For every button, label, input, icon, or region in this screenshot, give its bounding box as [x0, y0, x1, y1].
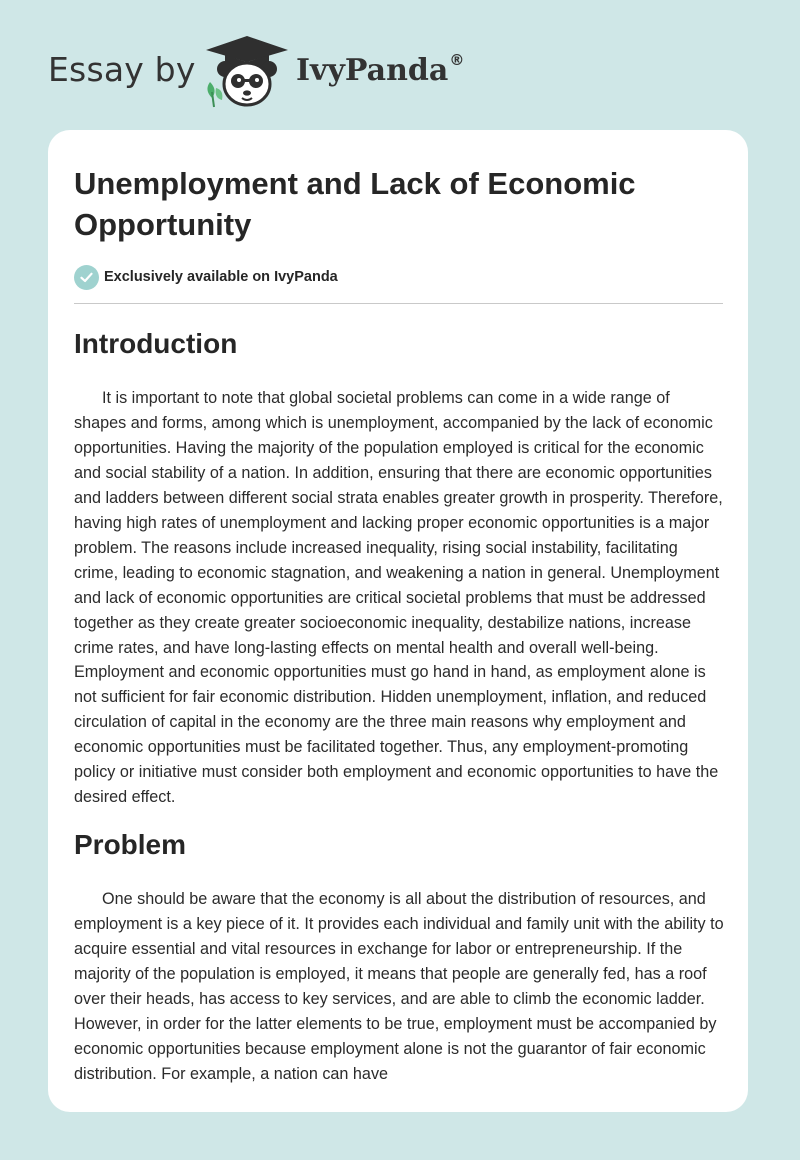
panda-graduate-logo-icon[interactable] — [200, 32, 294, 108]
page-title: Unemployment and Lack of Economic Opportunity — [74, 166, 636, 242]
brand-prefix: Essay by — [48, 50, 196, 89]
article-card — [48, 130, 748, 1112]
paragraph-introduction: It is important to note that global societal problems can come in a wide range of shapes and forms, among which is unemployment, accompanied by the lack of economic opportunities. Having the majority of the population employed is critical for the economic and social stability of a nation. In addition, ensuring that there are economic opportunities and ladders between different social strata enables greater growth in prosperity. Therefore, having high rates of unemployment and lacking proper economic opportunities is a major problem. The reasons include increased inequality, rising social instability, facilitating crime, leading to economic stagnation, and weakening a nation in general. Unemployment and lack of economic opportunities are critical societal problems that must be addressed together as they create greater socioeconomic inequality, destabilize nations, increase crime rates, and have long-lasting effects on mental health and overall well-being. Employment and economic opportunities must go hand in hand, as employment alone is not sufficient for fair economic distribution. Hidden unemployment, inflation, and reduced circulation of capital in the economy are the three main reasons why employment and economic opportunities must be facilitated together. Thus, any employment-promoting policy or initiative must consider both employment and economic opportunities to have the desired effect. — [74, 389, 723, 807]
paragraph-problem: One should be aware that the economy is all about the distribution of resources, and employment is a key piece of it. It provides each individual and family unit with the ability to acquire essential and vital resources in exchange for labor or entrepreneurship. If the majority of the population is employed, it means that people are generally fed, has a roof over their heads, has access to key services, and are able to climb the economic ladder. However, in order for the latter elements to be true, employment must be accompanied by economic opportunities because employment alone is not the guarantor of fair economic distribution. For example, a nation can have — [74, 890, 724, 1083]
section-heading-introduction: Introduction — [74, 328, 238, 359]
brand-name[interactable] — [296, 53, 464, 88]
site-header — [0, 0, 800, 130]
badge-text: Exclusively available on IvyPanda — [104, 269, 338, 285]
section-heading-problem: Problem — [74, 829, 187, 860]
check-icon — [74, 265, 99, 290]
divider — [74, 303, 723, 304]
registered-mark: ® — [449, 51, 465, 69]
exclusive-badge — [74, 264, 338, 290]
brand-name-text: IvyPanda — [296, 53, 449, 88]
